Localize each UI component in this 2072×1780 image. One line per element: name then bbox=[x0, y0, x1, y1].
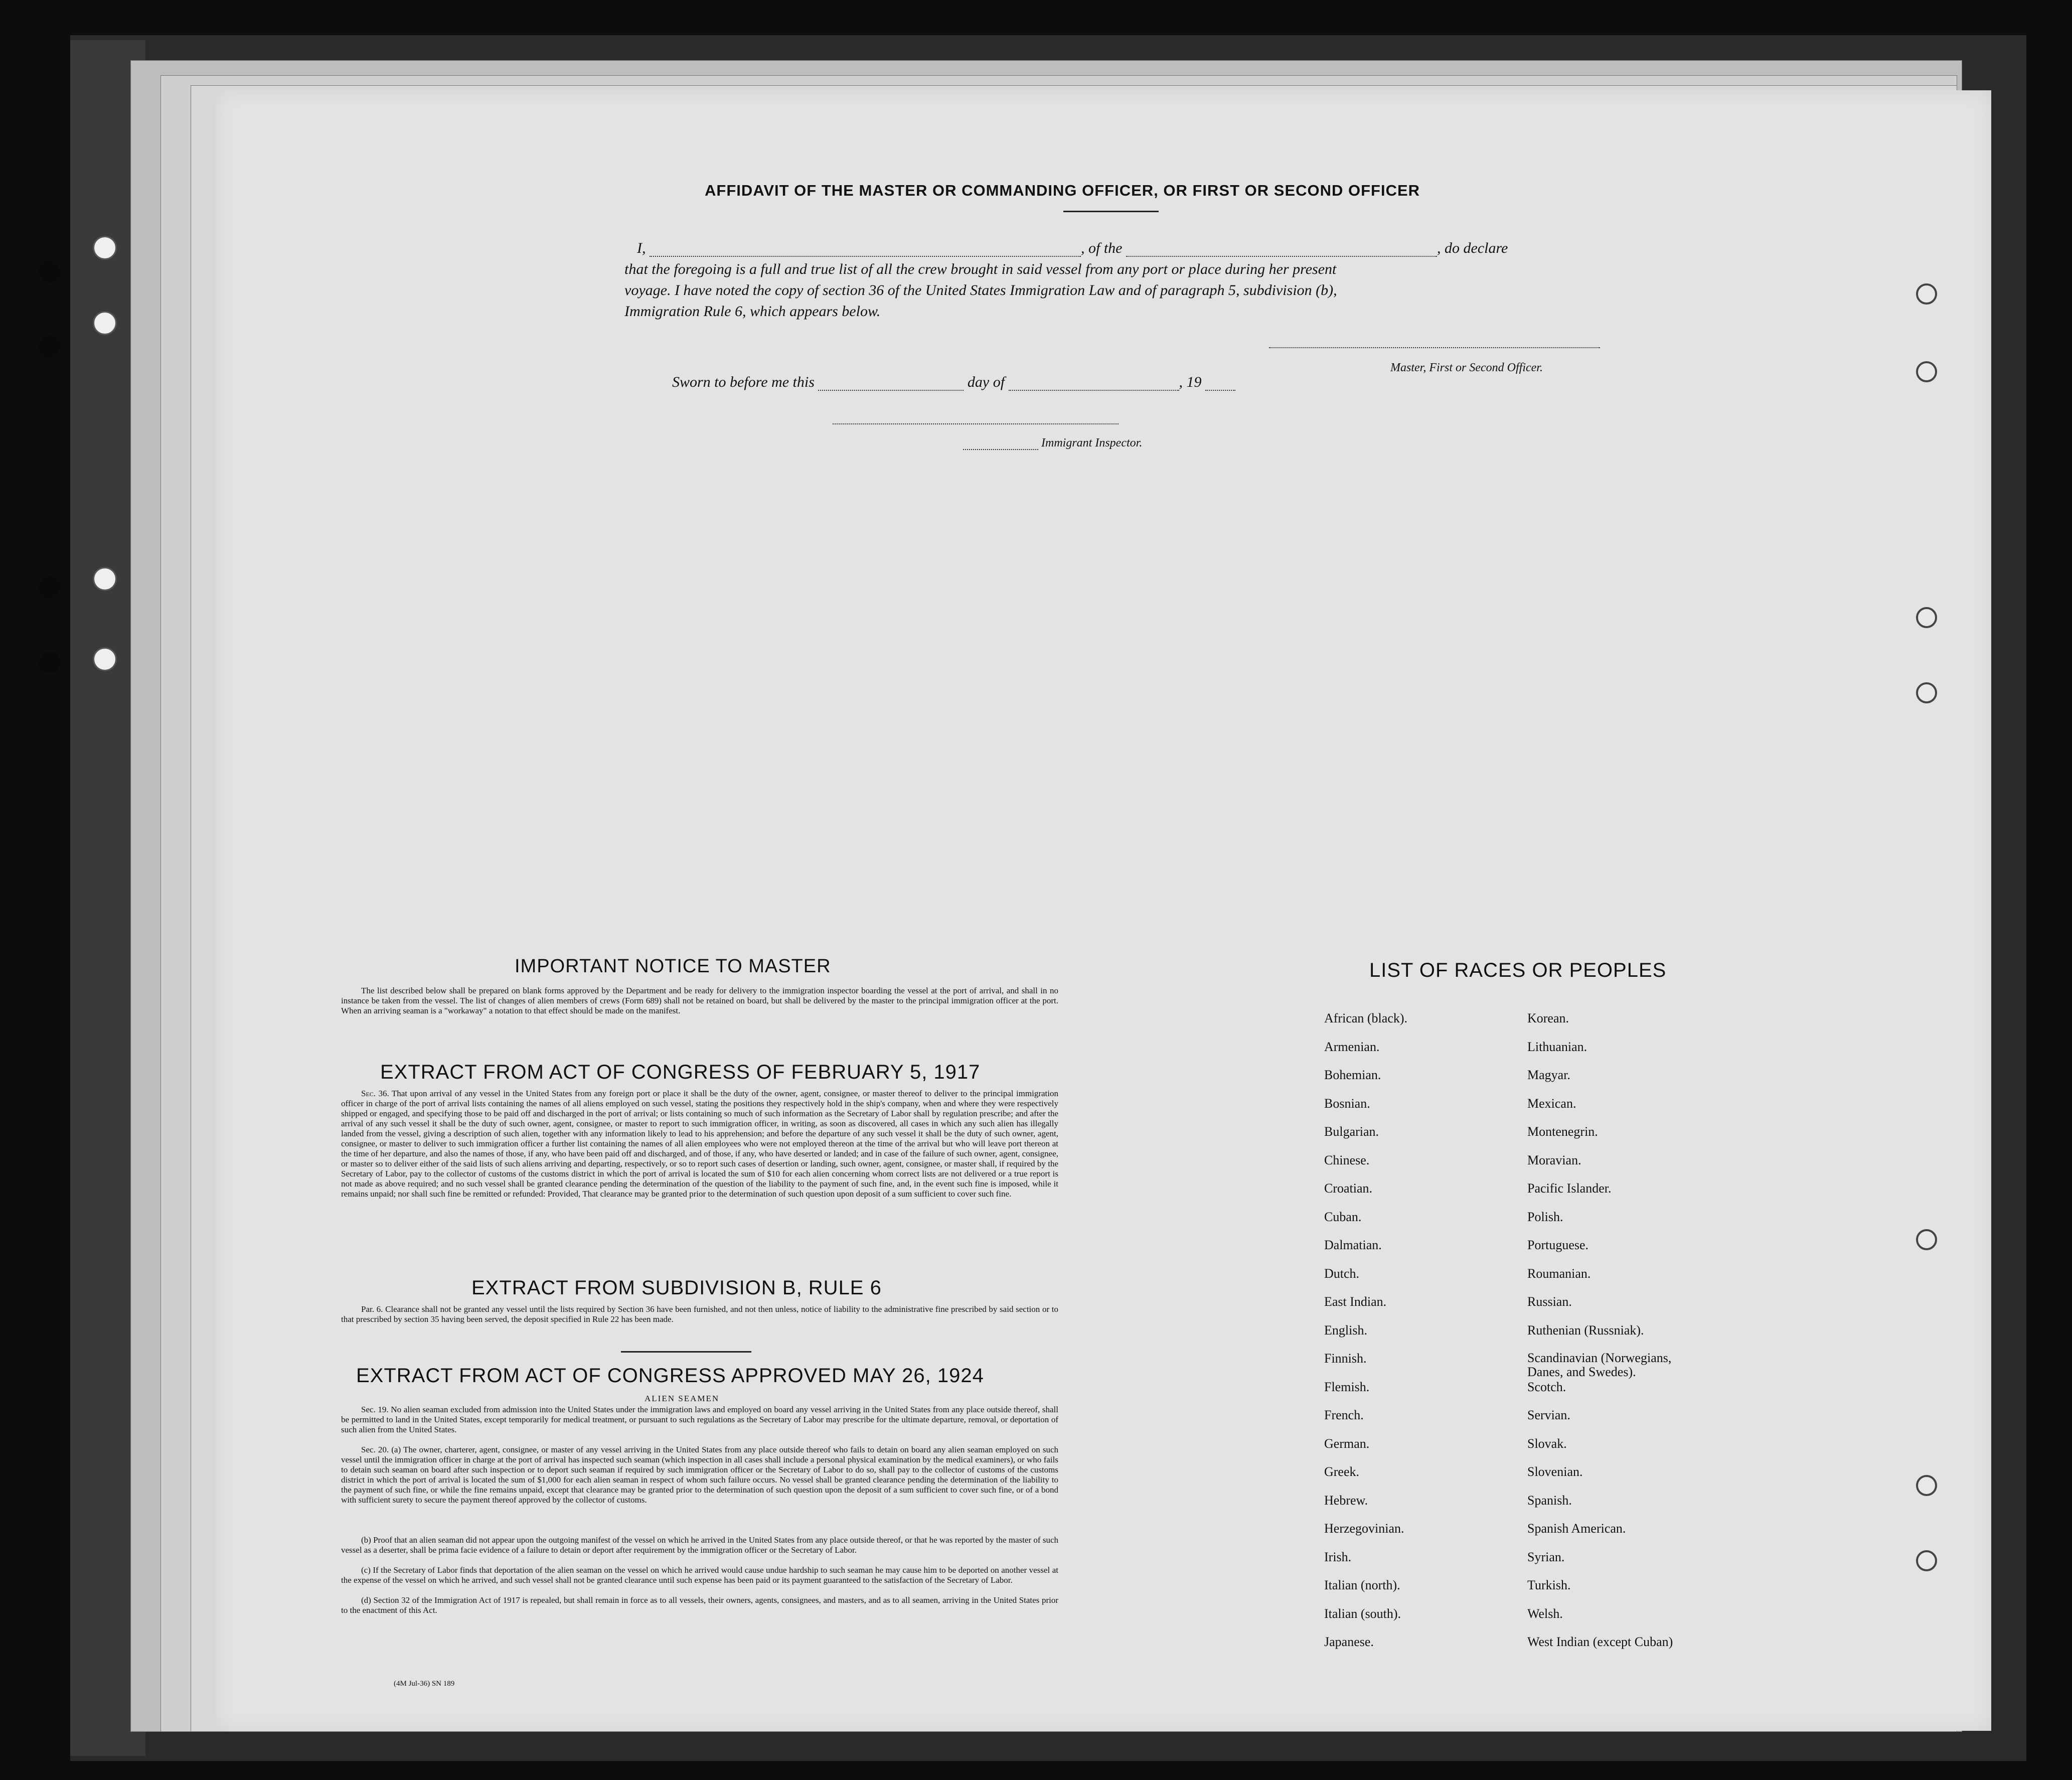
race-item: Lithuanian. bbox=[1527, 1039, 1587, 1054]
race-item: Bohemian. bbox=[1324, 1068, 1381, 1082]
affidavit-of-the: , of the bbox=[1081, 240, 1123, 256]
sec-20c-text: (c) If the Secretary of Labor finds that deportation of the alien seaman on the vessel on which he arrived would cause undue hardship to such seaman he may cause him to be deported on another vessel at the expense of the vessel on which he arrived, and such vessel shall not be granted clearance until such expense has been paid or its payment guaranteed to the satisfaction of the Secretary of Labor. bbox=[341, 1565, 1058, 1585]
punch-hole bbox=[93, 567, 117, 591]
race-item: Herzegovinian. bbox=[1324, 1521, 1404, 1536]
alien-seamen-subtitle: ALIEN SEAMEN bbox=[645, 1394, 720, 1403]
name-field[interactable] bbox=[650, 256, 1081, 257]
race-item: Dalmatian. bbox=[1324, 1238, 1382, 1252]
punch-hole bbox=[39, 652, 60, 673]
race-item: French. bbox=[1324, 1408, 1364, 1422]
extract-1917-body bbox=[341, 1089, 1058, 1199]
extract-1924-title: EXTRACT FROM ACT OF CONGRESS APPROVED MAY 26, 1924 bbox=[356, 1365, 984, 1387]
extract-rule6-title: EXTRACT FROM SUBDIVISION B, RULE 6 bbox=[471, 1277, 882, 1299]
affidavit-line2: that the foregoing is a full and true list of all the crew brought in said vessel from any port or place during her present bbox=[624, 261, 1337, 277]
race-item: Pacific Islander. bbox=[1527, 1181, 1612, 1196]
race-item: Bosnian. bbox=[1324, 1096, 1370, 1111]
affidavit-line1 bbox=[637, 240, 1508, 257]
sec-20b-text: (b) Proof that an alien seaman did not appear upon the outgoing manifest of the vessel on which he arrived in the United States from any place outside thereof, or that he was reported by the master of such vessel as a deserter, shall be prima facie evidence of a failure to detain or deport after requirement by the immigration officer or the Secretary of Labor. bbox=[341, 1535, 1058, 1555]
race-item: Slovenian. bbox=[1527, 1464, 1583, 1479]
race-item: Turkish. bbox=[1527, 1578, 1571, 1592]
race-item: Croatian. bbox=[1324, 1181, 1373, 1196]
punch-hole bbox=[1916, 682, 1937, 703]
sec-36-label: Sec. 36. bbox=[361, 1089, 389, 1098]
race-item: Montenegrin. bbox=[1527, 1124, 1598, 1139]
races-left-column bbox=[1324, 1011, 1407, 1663]
race-item: Ruthenian (Russniak). bbox=[1527, 1322, 1644, 1338]
race-item: Moravian. bbox=[1527, 1152, 1581, 1167]
day-of-label: day of bbox=[967, 374, 1005, 390]
race-item: Portuguese. bbox=[1527, 1238, 1589, 1252]
master-signature-field[interactable] bbox=[1269, 346, 1600, 348]
race-item: Scandinavian (Norwegians, Danes, and Swedes). bbox=[1527, 1351, 1672, 1379]
race-item: Chinese. bbox=[1324, 1152, 1370, 1167]
punch-hole bbox=[1916, 1550, 1937, 1571]
race-item: Armenian. bbox=[1324, 1039, 1380, 1054]
affidavit-line4: Immigration Rule 6, which appears below. bbox=[624, 303, 881, 320]
race-item: Irish. bbox=[1324, 1549, 1352, 1564]
form-code: (4M Jul-36) SN 189 bbox=[394, 1680, 455, 1688]
race-item: Syrian. bbox=[1527, 1549, 1565, 1564]
punch-hole bbox=[1916, 283, 1937, 305]
sec-19-text: Sec. 19. No alien seaman excluded from admission into the United States under the immigration laws and employed on board any vessel arriving in the United States from any place outside thereof, shall be permitted to land in the United States, except temporarily for medical treatment, or pursuant to such regulations as the Secretary of Labor may prescribe for the ultimate departure, removal, or deportation of such alien from the United States. bbox=[341, 1405, 1058, 1434]
sec-20d-text: (d) Section 32 of the Immigration Act of 1917 is repealed, but shall remain in force as to all vessels, their owners, agents, consignees, and masters, and as to all seamen, arriving in the United States prior to the enactment of this Act. bbox=[341, 1595, 1058, 1615]
race-item: Japanese. bbox=[1324, 1635, 1374, 1649]
punch-hole bbox=[1916, 607, 1937, 628]
inspector-label-text: Immigrant Inspector. bbox=[1041, 436, 1143, 450]
master-signature-label: Master, First or Second Officer. bbox=[1390, 361, 1543, 374]
race-item: English. bbox=[1324, 1322, 1367, 1338]
race-item: Scotch. bbox=[1527, 1379, 1566, 1394]
race-item: Spanish American. bbox=[1527, 1521, 1626, 1536]
race-item: Greek. bbox=[1324, 1464, 1360, 1479]
extract-1917-title: EXTRACT FROM ACT OF CONGRESS OF FEBRUARY 5, 1917 bbox=[380, 1061, 981, 1083]
race-item: Cuban. bbox=[1324, 1209, 1362, 1224]
race-item: Dutch. bbox=[1324, 1266, 1360, 1281]
race-item: African (black). bbox=[1324, 1011, 1408, 1025]
sworn-month-field[interactable] bbox=[1009, 390, 1179, 391]
inspector-dots bbox=[963, 449, 1038, 450]
affidavit-i: I, bbox=[637, 240, 646, 256]
race-item: Hebrew. bbox=[1324, 1493, 1368, 1508]
section-divider bbox=[621, 1351, 751, 1353]
race-item: Finnish. bbox=[1324, 1351, 1367, 1366]
race-item: Mexican. bbox=[1527, 1096, 1576, 1111]
race-item: Bulgarian. bbox=[1324, 1124, 1379, 1139]
sworn-year-field[interactable] bbox=[1205, 390, 1235, 391]
punch-hole bbox=[39, 261, 60, 282]
punch-hole bbox=[39, 336, 60, 357]
form-page bbox=[216, 90, 1991, 1731]
races-right-column bbox=[1527, 1011, 1698, 1663]
punch-hole bbox=[93, 236, 117, 260]
race-item: Servian. bbox=[1527, 1408, 1570, 1422]
race-item: West Indian (except Cuban) bbox=[1527, 1635, 1673, 1649]
race-item: Italian (north). bbox=[1324, 1578, 1400, 1592]
punch-hole bbox=[93, 647, 117, 671]
vessel-field[interactable] bbox=[1126, 256, 1437, 257]
punch-hole bbox=[1916, 1475, 1937, 1496]
race-item: Polish. bbox=[1527, 1209, 1563, 1224]
punch-hole bbox=[93, 311, 117, 335]
races-title: LIST OF RACES OR PEOPLES bbox=[1369, 959, 1667, 981]
punch-hole bbox=[1916, 1229, 1937, 1250]
sworn-label: Sworn to before me this bbox=[672, 374, 815, 390]
sworn-line bbox=[672, 374, 1235, 391]
extract-rule6-body: Par. 6. Clearance shall not be granted any vessel until the lists required by Section 36 have been furnished, and not then unless, notice of liability to the administrative fine prescribed by said section or to that prescribed by section 35 having been served, the deposit specified in Rule 22 has been made. bbox=[341, 1304, 1058, 1324]
race-item: Roumanian. bbox=[1527, 1266, 1591, 1281]
sworn-day-field[interactable] bbox=[818, 390, 964, 391]
race-item: Korean. bbox=[1527, 1011, 1569, 1025]
sec-20a-text: Sec. 20. (a) The owner, charterer, agent, consignee, or master of any vessel arriving in the United States from any place outside thereof who fails to detain on board any alien seaman employed on such vessel until the immigration officer in charge at the port of arrival has inspected such seaman (which inspection in all cases shall include a personal physical examination by the medical examiners), or who fails to detain such seaman on board after such inspection or to deport such seaman if required by such immigration officer or the Secretary of Labor to do so, shall pay to the collector of customs of the customs district in which the port of arrival is located the sum of $1,000 for each alien seaman in respect of whom such failure occurs. No vessel shall be granted clearance pending the determination of the liability to the payment of such fine, or while the fine remains unpaid, except that clearance may be granted prior to the determination of such question upon the deposit of a sum sufficient to cover such fine, or of a bond with sufficient surety to secure the payment thereof approved by the collector of customs. bbox=[341, 1445, 1058, 1505]
race-item: Russian. bbox=[1527, 1294, 1572, 1309]
race-item: Magyar. bbox=[1527, 1068, 1570, 1082]
affidavit-title: AFFIDAVIT OF THE MASTER OR COMMANDING OFFICER, OR FIRST OR SECOND OFFICER bbox=[705, 182, 1420, 199]
race-item: German. bbox=[1324, 1436, 1370, 1451]
race-item: Spanish. bbox=[1527, 1493, 1572, 1508]
punch-hole bbox=[1916, 361, 1937, 382]
inspector-signature-field[interactable] bbox=[833, 422, 1119, 424]
race-item: Welsh. bbox=[1527, 1606, 1563, 1621]
affidavit-line3: voyage. I have noted the copy of section 36 of the United States Immigration Law and of paragraph 5, subdivision (b), bbox=[624, 282, 1337, 299]
race-item: East Indian. bbox=[1324, 1294, 1387, 1309]
affidavit-declare: , do declare bbox=[1437, 240, 1508, 256]
race-item: Flemish. bbox=[1324, 1379, 1370, 1394]
notice-title: IMPORTANT NOTICE TO MASTER bbox=[515, 956, 831, 977]
notice-body: The list described below shall be prepared on blank forms approved by the Department and be ready for delivery to the immigration inspector boarding the vessel at the port of arrival, and shall in no instance be taken from the vessel. The list of changes of alien members of crews (Form 689) shall not be retained on board, but shall be delivered by the master to the principal immigration officer at the port. When an arriving seaman is a "workaway" a notation to that effect should be made on the manifest. bbox=[341, 986, 1058, 1015]
year-label: , 19 bbox=[1179, 374, 1202, 390]
title-divider bbox=[1063, 211, 1159, 212]
race-item: Slovak. bbox=[1527, 1436, 1567, 1451]
punch-hole bbox=[39, 577, 60, 598]
inspector-label bbox=[963, 436, 1142, 450]
race-item: Italian (south). bbox=[1324, 1606, 1401, 1621]
sec-36-text: That upon arrival of any vessel in the United States from any foreign port or place it shall be the duty of the owner, agent, consignee, or master thereof to deliver to the principal immigration officer in charge of the port of arrival lists containing the names of all aliens employed on such vessel, stating the positions they respectively hold in the ship's company, when and where they were respectively shipped or engaged, and specifying those to be paid off and discharged in the port of arrival; or lists containing so much of such information as the Secretary of Labor shall by regulation prescribe; and after the arrival of any such vessel it shall be the duty of such owner, agent, consignee, or master to report to such immigration officer, in writing, as soon as discovered, all cases in which any such alien has illegally landed from the vessel, giving a description of such alien, together with any information likely to lead to his apprehension; and before the departure of any such vessel it shall be the duty of such owner, agent, consignee, or master to deliver to such immigration officer a further list containing the names of all alien employees who were not employed thereon at the time of the arrival but who will leave port thereon at the time of her departure, and also the names of those, if any, who have been paid off and discharged, and of those, if any, who have deserted or landed; and in case of the failure of such owner, agent, consignee, or master so to deliver either of the said lists of such aliens arriving and departing, respectively, or so to report such cases of desertion or landing, such owner, agent, consignee, or master shall, if required by the Secretary of Labor, pay to the collector of customs of the customs district in which the port of arrival is located the sum of $10 for each alien concerning whom correct lists are not delivered or a true report is not made as above required; and no such vessel shall be granted clearance pending the determination of the question of the liability to the payment of such fine, and, in the event such fine is imposed, while it remains unpaid; nor shall such fine be remitted or refunded: Provided, That clearance may be granted prior to the determination of such question upon deposit of a sum sufficient to cover such fine. bbox=[341, 1089, 1058, 1199]
